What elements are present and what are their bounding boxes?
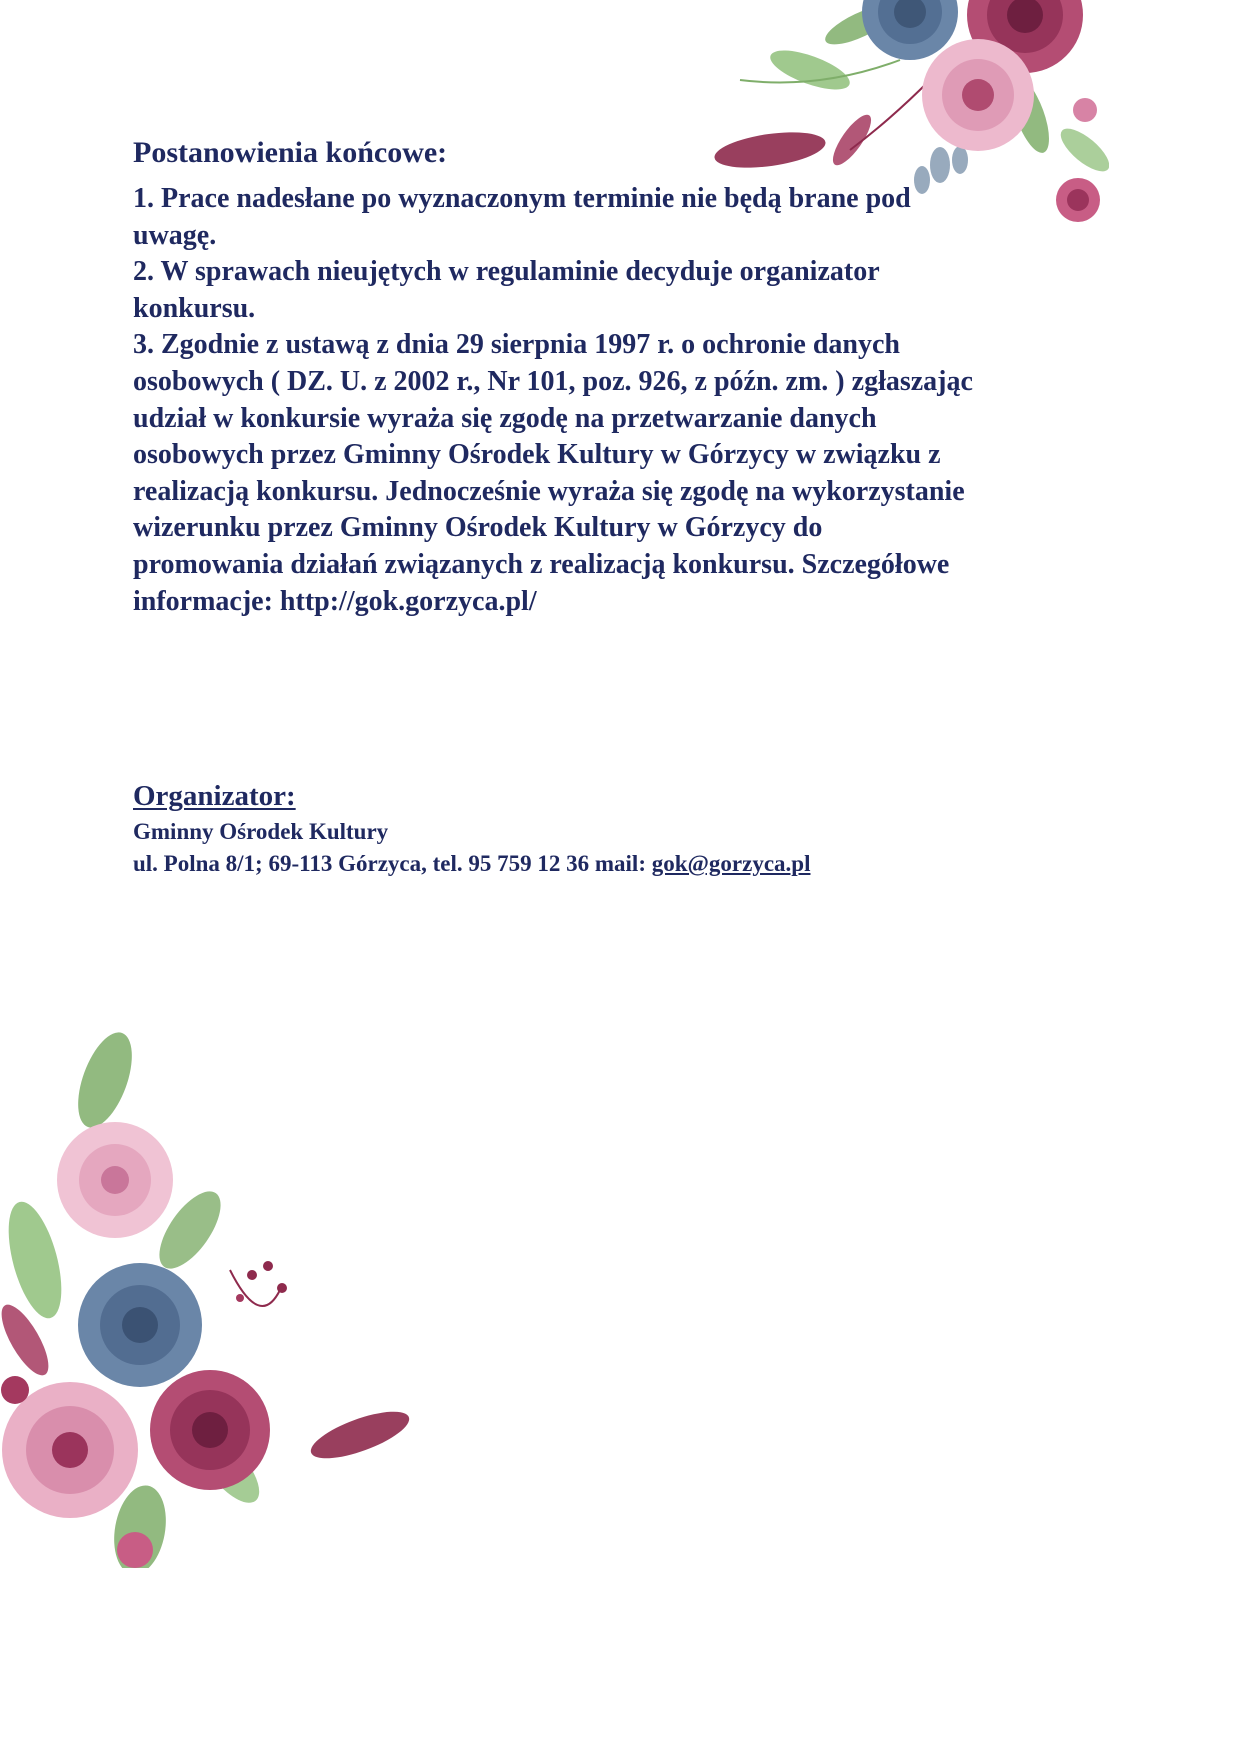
organizer-address: ul. Polna 8/1; 69-113 Górzyca, tel. 95 759 12 36 mail: xyxy=(133,851,652,876)
floral-decoration-bottom xyxy=(0,1030,430,1568)
organizer-contact xyxy=(133,848,983,880)
organizer-name: Gminny Ośrodek Kultury xyxy=(133,819,389,844)
document-body xyxy=(133,133,983,620)
organizer-section xyxy=(133,778,983,880)
email-link[interactable]: gok@gorzyca.pl xyxy=(651,851,811,876)
flower-bouquet-icon xyxy=(0,1030,430,1568)
provision-item: 3. Zgodnie z ustawą z dnia 29 sierpnia 1997 r. o ochronie danych osobowych ( DZ. U. z 2002 r., Nr 101, poz. 926, z późn. zm. ) zgłaszając udział w konkursie wyraża się zgodę na przetwarzanie danych osobowych przez Gminny Ośrodek Kultury w Górzycy w związku z realizacją konkursu. Jednocześnie wyraża się zgodę na wykorzystanie wizerunku przez Gminny Ośrodek Kultury w Górzycy do promowania działań związanych z realizacją konkursu. Szczegółowe informacje: http://gok.gorzyca.pl/ xyxy=(133,329,973,617)
organizer-heading: Organizator: xyxy=(133,780,296,812)
provision-item: 2. W sprawach nieujętych w regulaminie decyduje organizator konkursu. xyxy=(133,256,880,324)
section-heading: Postanowienia końcowe: xyxy=(133,136,448,169)
provisions-list xyxy=(133,181,973,620)
provision-item: 1. Prace nadesłane po wyznaczonym terminie nie będą brane pod uwagę. xyxy=(133,183,911,251)
